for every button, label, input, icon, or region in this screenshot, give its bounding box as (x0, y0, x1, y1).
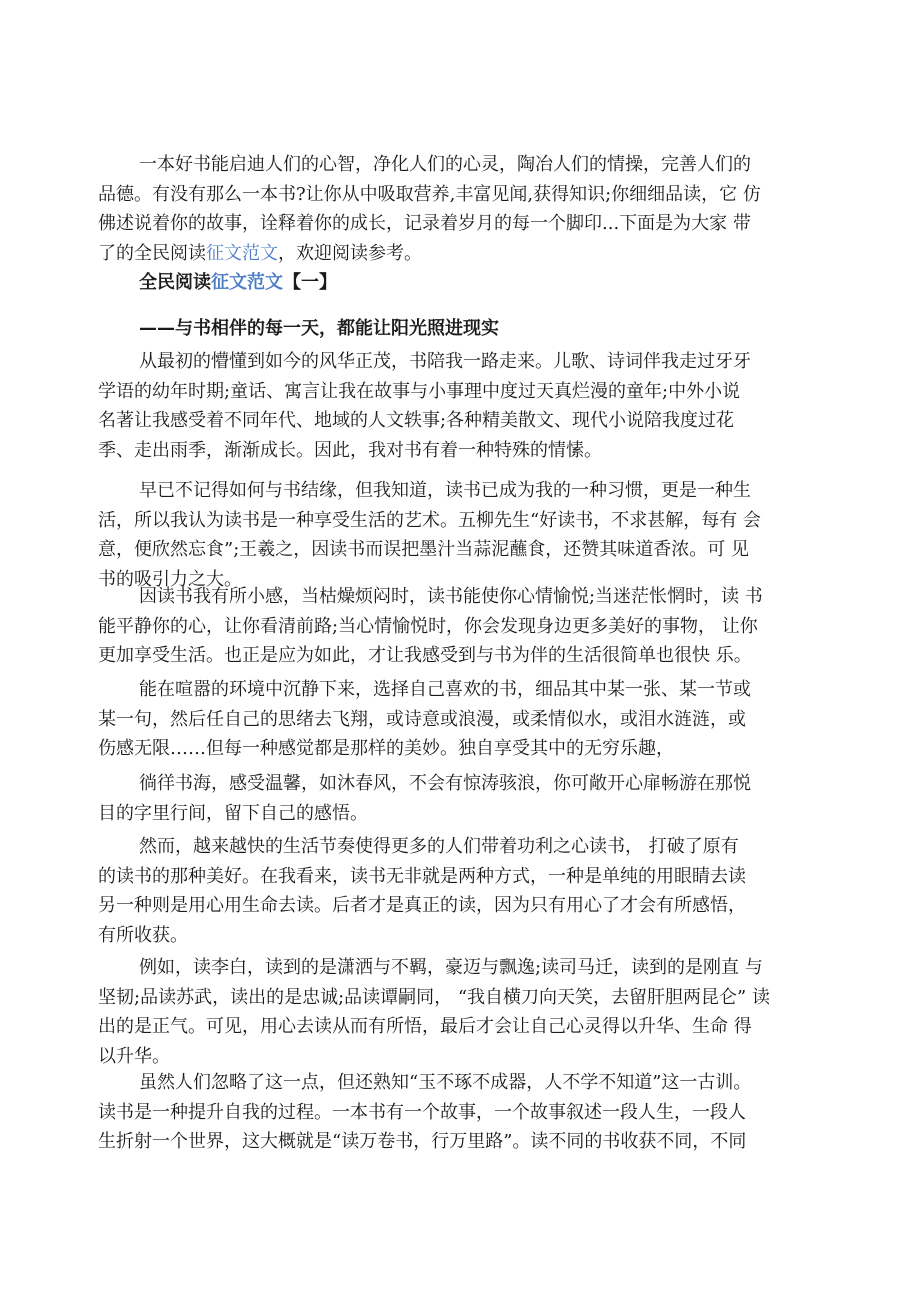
intro-text: 了的全民阅读 (98, 242, 206, 264)
paragraph-line: 坚韧;品读苏武，读出的是忠诚;品读谭嗣同， “我自横刀向天笑，去留肝胆两昆仑” 读 (98, 986, 770, 1008)
paragraph-line: 某一句，然后任自己的思绪去飞翔，或诗意或浪漫，或柔情似水，或泪水涟涟，或 (98, 708, 746, 730)
paragraph-line: 例如，读李白，读到的是潇洒与不羁，豪迈与飘逸;读司马迁，读到的是刚直 与 (139, 957, 763, 978)
essay-subtitle: ——与书相伴的每一天，都能让阳光照进现实 (139, 318, 499, 339)
paragraph (98, 675, 828, 764)
paragraph (98, 347, 828, 465)
paragraph-line: 因读书我有所小感，当枯燥烦闷时，读书能使你心情愉悦;当迷茫怅惘时，读 书 (139, 586, 763, 607)
paragraph-line: 有所收获。 (98, 924, 188, 946)
paragraph-line: 书的吸引力之大。 (98, 568, 242, 590)
paragraph-line: 更加享受生活。也正是应为如此，才让我感受到与书为伴的生活很简单也很快 乐。 (98, 645, 752, 666)
paragraph-line: 目的字里行间，留下自己的感悟。 (98, 802, 368, 824)
section-heading-number: 【一】 (283, 272, 337, 293)
paragraph-line: 然而，越来越快的生活节奏使得更多的人们带着功利之心读书， 打破了原有 (139, 836, 739, 857)
paragraph-line: 出的是正气。可见，用心去读从而有所悟，最后才会让自己心灵得以升华、生命 得 (98, 1016, 752, 1037)
intro-line: 品德。有没有那么一本书?让你从中吸取营养,丰富见闻,获得知识;你细细品读，它 仿 (98, 183, 761, 205)
paragraph (98, 769, 828, 828)
intro-text: ，欢迎阅读参考。 (278, 242, 422, 264)
paragraph-line: 能在喧嚣的环境中沉静下来，选择自己喜欢的书，细品其中某一张、某一节或 (139, 679, 751, 700)
paragraph-line: 季、走出雨季，渐渐成长。因此，我对书有着一种特殊的情愫。 (98, 439, 602, 461)
paragraph (98, 476, 828, 594)
intro-line (98, 239, 828, 269)
paragraph (98, 953, 828, 1071)
paragraph (98, 832, 828, 950)
paragraph-line: 名著让我感受着不同年代、地域的人文轶事;各种精美散文、现代小说陪我度过花 (98, 410, 735, 431)
paragraph-line: 学语的幼年时期;童话、寓言让我在故事与小事理中度过天真烂漫的童年;中外小说 (98, 380, 741, 402)
intro-paragraph (98, 150, 828, 268)
paragraph-line: 意，便欣然忘食”;王羲之，因读书而误把墨汁当蒜泥蘸食，还赞其味道香浓。可 见 (98, 539, 749, 560)
paragraph-line: 虽然人们忽略了这一点，但还熟知“玉不琢不成器，人不学不知道”这一古训。 (139, 1072, 752, 1093)
paragraph-line: 生折射一个世界，这大概就是“读万卷书，行万里路”。读不同的书收获不同，不同 (98, 1131, 747, 1152)
section-heading (139, 268, 337, 294)
paragraph (98, 582, 828, 671)
essay-sample-link[interactable]: 征文范文 (206, 242, 278, 264)
paragraph (98, 1068, 828, 1157)
paragraph-line: 能平静你的心，让你看清前路;当心情愉悦时，你会发现身边更多美好的事物， 让你 (98, 615, 758, 637)
section-heading-link[interactable]: 征文范文 (211, 272, 283, 293)
intro-line: 一本好书能启迪人们的心智，净化人们的心灵，陶冶人们的情操，完善人们的 (139, 154, 751, 175)
paragraph-line: 伤感无限……但每一种感觉都是那样的美妙。独自享受其中的无穷乐趣， (98, 738, 674, 759)
section-heading-text: 全民阅读 (139, 272, 211, 293)
paragraph-line: 早已不记得如何与书结缘，但我知道，读书已成为我的一种习惯，更是一种生 (139, 480, 751, 501)
paragraph-line: 从最初的懵懂到如今的风华正茂，书陪我一路走来。儿歌、诗词伴我走过牙牙 (139, 351, 751, 372)
paragraph-line: 活，所以我认为读书是一种享受生活的艺术。五柳先生“好读书，不求甚解，每有 会 (98, 509, 761, 531)
paragraph-line: 另一种则是用心用生命去读。后者才是真正的读，因为只有用心了才会有所感悟， (98, 895, 746, 916)
paragraph-line: 的读书的那种美好。在我看来，读书无非就是两种方式，一种是单纯的用眼睛去读 (98, 865, 746, 887)
paragraph-line: 读书是一种提升自我的过程。一本书有一个故事，一个故事叙述一段人生，一段人 (98, 1101, 746, 1123)
paragraph-line: 以升华。 (98, 1045, 170, 1067)
paragraph-line: 徜徉书海，感受温馨，如沐春风，不会有惊涛骇浪，你可敞开心扉畅游在那悦 (139, 773, 751, 794)
intro-line: 佛述说着你的故事，诠释着你的成长，记录着岁月的每一个脚印...下面是为大家 带 (98, 213, 751, 234)
